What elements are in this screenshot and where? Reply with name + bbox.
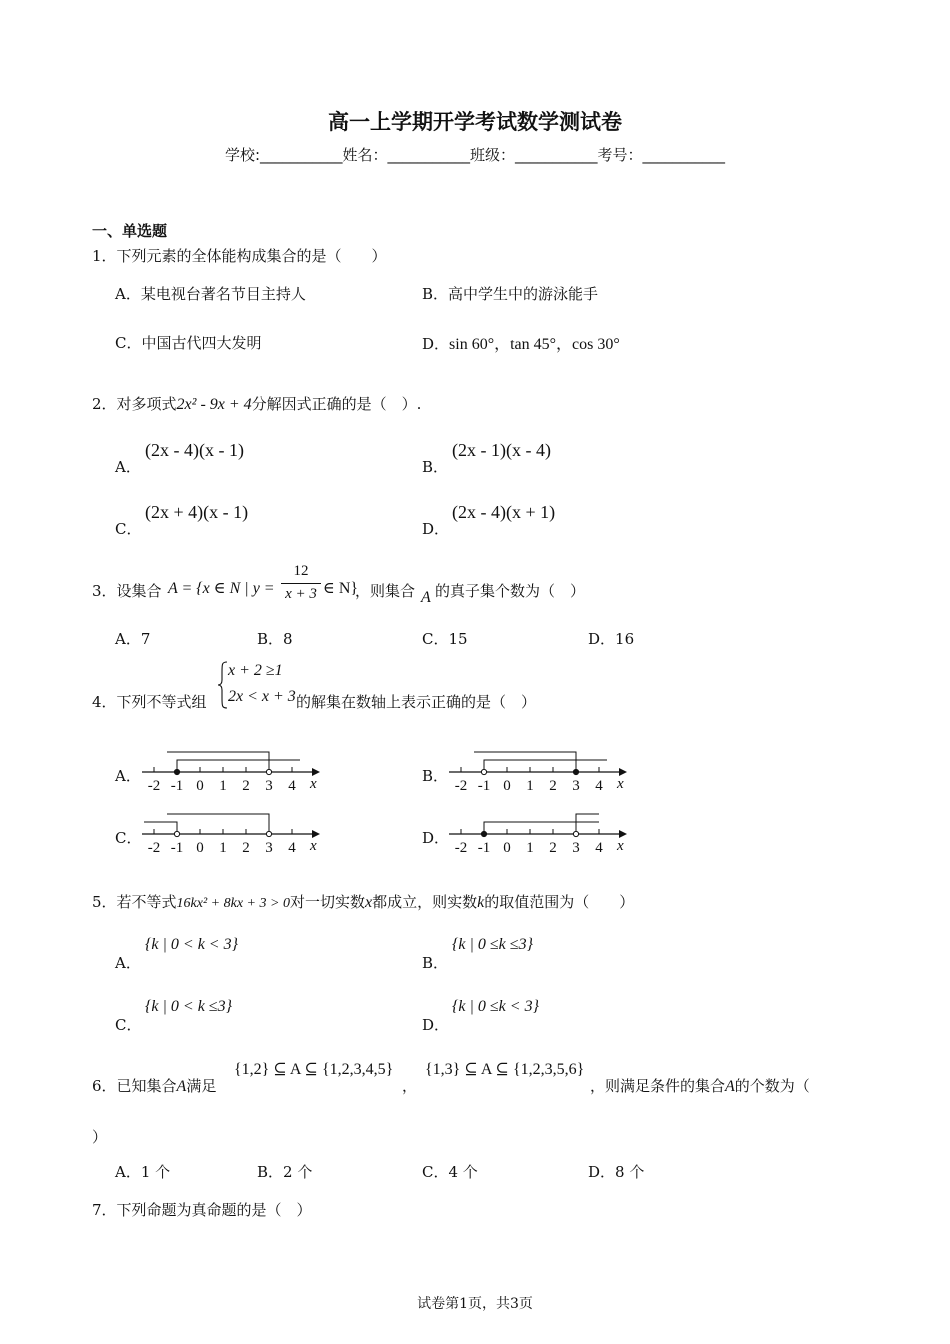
q3-option-a: A．7 <box>115 630 151 648</box>
q2-option-b-math: (2x - 1)(x - 4) <box>452 440 551 460</box>
q5-var-x: x <box>364 894 373 911</box>
page-title: 高一上学期开学考试数学测试卷 <box>328 110 622 134</box>
q4-number-line-c <box>140 800 330 864</box>
number-line-tick-label: -1 <box>170 840 184 856</box>
number-line-tick-label: 0 <box>503 840 511 856</box>
q4-inequality-2: 2x < x + 3 <box>228 688 296 705</box>
number-line-tick-label: 3 <box>572 840 580 856</box>
endpoint-right <box>266 831 271 836</box>
q7-stem: 7．下列命题为真命题的是（ ） <box>92 1201 312 1219</box>
page-footer: 试卷第1页，共3页 <box>417 1296 533 1312</box>
number-line-tick-label: 0 <box>196 778 204 794</box>
endpoint-left <box>174 769 179 774</box>
q3-frac-numerator: 12 <box>293 563 309 579</box>
number-line-tick-label: 3 <box>265 840 273 856</box>
number-line-arrow <box>619 830 627 838</box>
solution-ray-left-2 <box>167 814 269 834</box>
endpoint-right <box>573 831 578 836</box>
q4-inequality-1: x + 2 ≥1 <box>228 662 283 679</box>
number-line-variable-label: x <box>617 838 624 854</box>
q6-condition-1: {1,2} ⊆ A ⊆ {1,2,3,4,5} <box>234 1061 394 1078</box>
number-line-variable-label: x <box>310 838 317 854</box>
number-line-tick-label: -1 <box>477 840 491 856</box>
q4-number-line-b-svg <box>447 738 637 798</box>
solution-ray-right <box>484 760 607 772</box>
number-line-tick-label: 4 <box>595 778 603 794</box>
q6-option-c: C．4 个 <box>422 1163 478 1181</box>
endpoint-right <box>266 769 271 774</box>
q5-var-k: k <box>477 894 485 911</box>
q6-set-name-2: A <box>725 1078 735 1095</box>
q3-set-right: ∈ N} <box>323 580 359 597</box>
number-line-arrow <box>619 768 627 776</box>
number-line-tick-label: 2 <box>242 840 250 856</box>
q2-stem-pre: 2．对多项式 <box>92 395 177 413</box>
q6-stem-pre <box>92 1075 216 1096</box>
q1-option-d-label: D． <box>422 335 450 353</box>
q5-stem-mid2: 都成立，则实数 <box>372 893 478 911</box>
q4-option-d-label: D． <box>422 829 450 847</box>
number-line-tick-label: -2 <box>454 840 468 856</box>
q1-option-d <box>422 331 620 354</box>
q6-stem-mid2: ，则满足条件的集合 <box>590 1077 726 1095</box>
q6-stem-close: ） <box>92 1128 108 1146</box>
q6-condition-2: {1,3} ⊆ A ⊆ {1,2,3,5,6} <box>425 1061 585 1078</box>
q3-stem-mid: ，则集合 <box>355 582 416 600</box>
q1-option-c: C．中国古代四大发明 <box>115 334 262 352</box>
number-line-tick-label: 2 <box>242 778 250 794</box>
q5-stem <box>92 891 634 912</box>
q6-option-b: B．2 个 <box>257 1163 313 1181</box>
q5-stem-mid1: 对一切实数 <box>289 893 365 911</box>
endpoint-left <box>174 831 179 836</box>
q4-stem-post: 的解集在数轴上表示正确的是（ ） <box>296 693 537 711</box>
q6-stem-mid1: 满足 <box>186 1077 217 1095</box>
q1-option-b: B．高中学生中的游泳能手 <box>422 285 599 303</box>
q4-number-line-c-svg <box>140 800 330 860</box>
q2-option-a-math: (2x - 4)(x - 1) <box>145 440 244 460</box>
number-line-tick-label: 0 <box>503 778 511 794</box>
q4-option-b-label: B． <box>422 767 449 785</box>
q5-option-b-label: B． <box>422 954 449 972</box>
solution-ray-right <box>177 760 300 772</box>
q2-option-b-label: B． <box>422 458 449 476</box>
endpoint-left <box>481 831 486 836</box>
q4-number-line-a-svg <box>140 738 330 798</box>
solution-ray-left <box>474 752 576 772</box>
number-line-tick-label: 1 <box>526 778 534 794</box>
q5-stem-post: 的取值范围为（ ） <box>484 893 635 911</box>
number-line-tick-label: 1 <box>219 840 227 856</box>
number-line-tick-label: 4 <box>288 778 296 794</box>
q4-stem-pre: 4．下列不等式组 <box>92 693 207 711</box>
q6-comma: ， <box>402 1077 418 1095</box>
number-line-tick-label: 2 <box>549 840 557 856</box>
q5-option-d-math: {k | 0 ≤k < 3} <box>452 998 539 1015</box>
q3-stem-post: 的真子集个数为（ ） <box>435 582 586 600</box>
q3-option-c: C．15 <box>422 630 468 648</box>
q5-option-c-label: C． <box>115 1016 142 1034</box>
number-line-tick-label: 3 <box>265 778 273 794</box>
q4-number-line-d <box>447 800 637 864</box>
q3-option-b: B．8 <box>257 630 293 648</box>
q3-fraction-bar <box>281 583 321 584</box>
number-line-tick-label: 2 <box>549 778 557 794</box>
q4-number-line-b <box>447 738 637 802</box>
q2-option-c-math: (2x + 4)(x - 1) <box>145 502 249 522</box>
number-line-tick-label: 4 <box>288 840 296 856</box>
solution-ray-right <box>576 814 599 834</box>
q5-option-a-math: {k | 0 < k < 3} <box>145 936 238 953</box>
number-line-tick-label: 0 <box>196 840 204 856</box>
q2-stem-math: 2x² - 9x + 4 <box>176 396 252 413</box>
q2-option-d-label: D． <box>422 520 450 538</box>
q5-option-a-label: A． <box>115 954 141 972</box>
q6-stem-post-text: 的个数为（ <box>734 1077 810 1095</box>
q4-option-a-label: A． <box>115 767 141 785</box>
q5-option-d-label: D． <box>422 1016 450 1034</box>
section-heading: 一、单选题 <box>92 222 168 240</box>
q3-option-d: D．16 <box>588 630 635 648</box>
q2-option-a-label: A． <box>115 458 141 476</box>
q5-option-b-math: {k | 0 ≤k ≤3} <box>452 936 533 953</box>
number-line-tick-label: -1 <box>170 778 184 794</box>
number-line-tick-label: 1 <box>526 840 534 856</box>
q5-option-c-math: {k | 0 < k ≤3} <box>145 998 232 1015</box>
number-line-tick-label: -2 <box>147 840 161 856</box>
q3-set-left: A = {x ∈ N | y = <box>168 580 275 597</box>
q6-option-d: D．8 个 <box>588 1163 645 1181</box>
q4-option-c-label: C． <box>115 829 142 847</box>
q1-stem: 1．下列元素的全体能构成集合的是（ ） <box>92 247 387 265</box>
q1-option-d-math: sin 60°，tan 45°，cos 30° <box>449 336 620 353</box>
q2-option-d-math: (2x - 4)(x + 1) <box>452 502 556 522</box>
q5-stem-pre: 5．若不等式 <box>92 893 177 911</box>
q6-stem-pre-text: 6．已知集合 <box>92 1077 177 1095</box>
number-line-tick-label: -1 <box>477 778 491 794</box>
q4-number-line-a <box>140 738 330 802</box>
number-line-tick-label: -2 <box>147 778 161 794</box>
number-line-variable-label: x <box>617 776 624 792</box>
solution-ray-left <box>144 822 177 834</box>
number-line-arrow <box>312 830 320 838</box>
q3-frac-denominator: x + 3 <box>285 586 317 602</box>
q3-stem-pre: 3．设集合 <box>92 582 162 600</box>
number-line-tick-label: 1 <box>219 778 227 794</box>
q1-option-a: A．某电视台著名节目主持人 <box>115 285 306 303</box>
solution-ray-left <box>167 752 269 772</box>
student-info-line: 学校:___________姓名：___________班级：___________考号：___________ <box>224 146 726 164</box>
number-line-arrow <box>312 768 320 776</box>
q6-stem-post <box>590 1075 810 1096</box>
q4-number-line-d-svg <box>447 800 637 860</box>
q2-stem <box>92 393 421 414</box>
number-line-tick-label: 3 <box>572 778 580 794</box>
endpoint-left <box>481 769 486 774</box>
q6-set-name: A <box>176 1078 187 1095</box>
q2-option-c-label: C． <box>115 520 142 538</box>
number-line-tick-label: -2 <box>454 778 468 794</box>
number-line-variable-label: x <box>310 776 317 792</box>
q3-set-name: A <box>421 589 431 606</box>
q5-stem-math: 16kx² + 8kx + 3 > 0 <box>176 896 290 911</box>
q2-stem-post: 分解因式正确的是（ ）. <box>251 395 422 413</box>
q6-option-a: A．1 个 <box>115 1163 171 1181</box>
number-line-tick-label: 4 <box>595 840 603 856</box>
endpoint-right <box>573 769 578 774</box>
